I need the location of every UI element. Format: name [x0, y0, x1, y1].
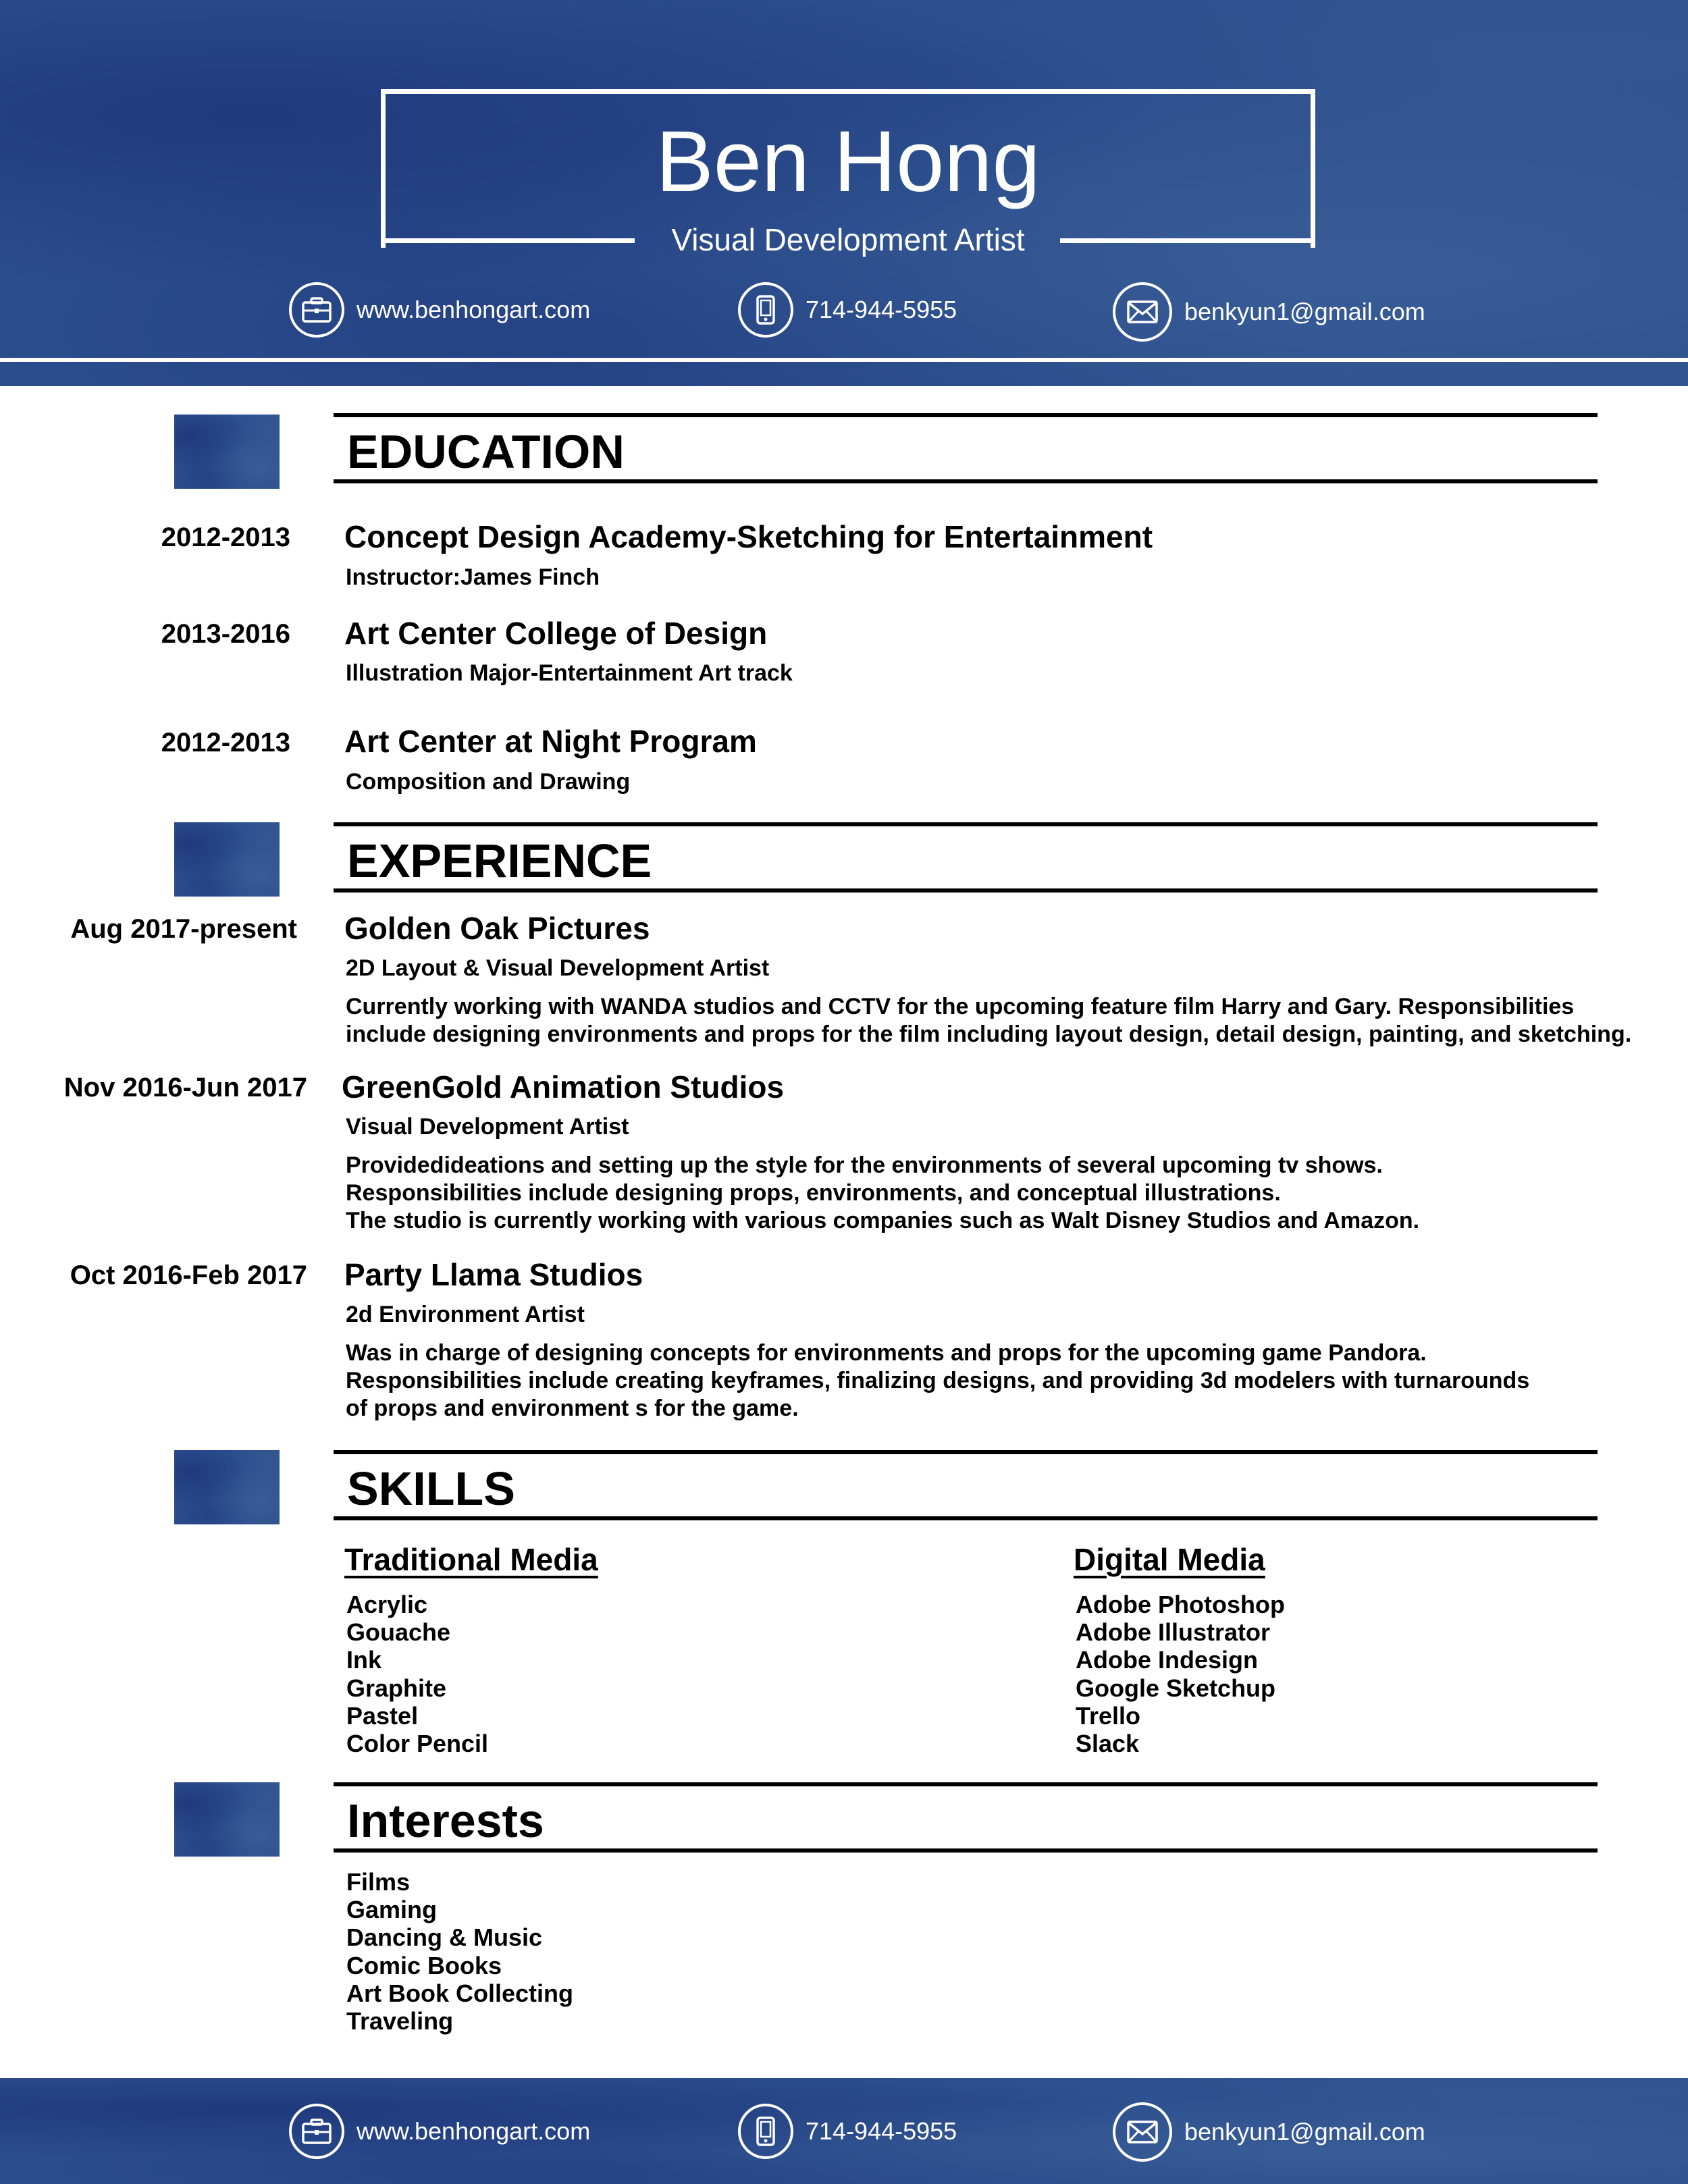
list-item: Slack	[1076, 1730, 1140, 1758]
experience-company: GreenGold Animation Studios	[342, 1069, 785, 1104]
traditional-media-heading: Traditional Media	[344, 1542, 598, 1577]
website-text[interactable]: www.benhongart.com	[357, 296, 591, 323]
description-line: Responsibilities include creating keyframes, finalizing designs, and providing 3d modelers with turnarounds	[346, 1368, 1530, 1393]
education-date: 2013-2016	[161, 619, 290, 649]
phone-text[interactable]: 714-944-5955	[806, 296, 957, 323]
list-item: Films	[346, 1868, 411, 1896]
experience-marker	[174, 822, 280, 897]
briefcase-icon	[289, 2104, 344, 2159]
list-item: Comic Books	[346, 1951, 502, 1979]
phone-contact[interactable]	[738, 2104, 957, 2159]
list-item: Adobe Indesign	[1076, 1646, 1258, 1674]
experience-date: Aug 2017-present	[70, 914, 297, 944]
list-item: Ink	[346, 1646, 382, 1674]
experience-description	[346, 1339, 1529, 1422]
description-line: The studio is currently working with various companies such as Walt Disney Studios and Amazon.	[346, 1208, 1420, 1233]
experience-date: Nov 2016-Jun 2017	[63, 1073, 307, 1102]
header-banner	[0, 0, 1688, 386]
experience-description	[346, 993, 1631, 1048]
interests-marker	[174, 1782, 280, 1857]
list-item: Traveling	[346, 2007, 454, 2035]
interests-heading	[334, 1782, 1598, 1853]
description-line: Responsibilities include designing props, environments, and conceptual illustrations.	[346, 1180, 1281, 1206]
list-item: Google Sketchup	[1076, 1674, 1276, 1702]
header-divider	[0, 358, 1688, 362]
education-marker	[174, 415, 280, 489]
email-contact[interactable]	[1113, 282, 1425, 342]
digital-media-list	[1076, 1591, 1285, 1757]
phone-icon	[738, 282, 793, 338]
education-detail: Instructor:James Finch	[346, 564, 600, 590]
website-contact[interactable]	[289, 2104, 590, 2159]
description-line: include designing environments and props for the film including layout design, detail design, painting, and sketching.	[346, 1021, 1632, 1047]
experience-company: Party Llama Studios	[344, 1257, 643, 1292]
experience-heading-text: EXPERIENCE	[347, 834, 652, 887]
education-detail: Illustration Major-Entertainment Art track	[346, 660, 793, 686]
applicant-title: Visual Development Artist	[671, 222, 1025, 257]
list-item: Trello	[1076, 1701, 1141, 1730]
email-contact[interactable]	[1113, 2102, 1425, 2162]
education-school: Art Center at Night Program	[344, 724, 757, 759]
list-item: Art Book Collecting	[346, 1979, 574, 2007]
experience-heading	[334, 822, 1598, 893]
mail-icon	[1113, 282, 1172, 342]
list-item: Graphite	[346, 1674, 447, 1702]
skills-heading	[334, 1450, 1598, 1520]
description-line: Was in charge of designing concepts for environments and props for the upcoming game Pandora.	[346, 1340, 1427, 1366]
interests-heading-text: Interests	[347, 1794, 544, 1847]
skills-marker	[174, 1450, 280, 1524]
phone-contact[interactable]	[738, 282, 957, 338]
applicant-name: Ben Hong	[656, 113, 1040, 210]
website-contact[interactable]	[289, 282, 590, 338]
list-item: Color Pencil	[346, 1730, 489, 1758]
digital-media-heading: Digital Media	[1074, 1542, 1265, 1577]
briefcase-icon	[289, 282, 344, 338]
experience-date: Oct 2016-Feb 2017	[70, 1260, 307, 1290]
experience-role: Visual Development Artist	[346, 1114, 629, 1140]
description-line: Currently working with WANDA studios and CCTV for the upcoming feature film Harry and Gary. Responsibilities	[346, 994, 1575, 1019]
education-heading-text: EDUCATION	[347, 425, 625, 478]
education-school: Art Center College of Design	[344, 616, 768, 651]
description-line: of props and environment s for the game.	[346, 1395, 799, 1421]
mail-icon	[1113, 2102, 1172, 2162]
experience-description	[346, 1152, 1419, 1235]
website-text[interactable]: www.benhongart.com	[357, 2117, 591, 2145]
list-item: Adobe Illustrator	[1076, 1618, 1271, 1647]
email-text[interactable]: benkyun1@gmail.com	[1184, 2118, 1425, 2146]
list-item: Gaming	[346, 1896, 438, 1924]
phone-text[interactable]: 714-944-5955	[806, 2117, 957, 2145]
footer-banner	[0, 2078, 1688, 2184]
education-date: 2012-2013	[161, 728, 290, 757]
experience-role: 2D Layout & Visual Development Artist	[346, 955, 770, 981]
list-item: Adobe Photoshop	[1076, 1591, 1285, 1618]
list-item: Pastel	[346, 1701, 419, 1730]
email-text[interactable]: benkyun1@gmail.com	[1184, 298, 1425, 325]
skills-heading-text: SKILLS	[347, 1462, 515, 1515]
list-item: Dancing & Music	[346, 1923, 543, 1952]
list-item: Gouache	[346, 1618, 451, 1647]
experience-role: 2d Environment Artist	[346, 1302, 585, 1327]
education-detail: Composition and Drawing	[346, 769, 631, 795]
education-heading	[334, 413, 1598, 483]
interests-list	[346, 1868, 573, 2035]
list-item: Acrylic	[346, 1591, 428, 1618]
description-line: Providedideations and setting up the style for the environments of several upcoming tv shows.	[346, 1152, 1383, 1178]
phone-icon	[738, 2104, 793, 2159]
education-school: Concept Design Academy-Sketching for Entertainment	[344, 519, 1153, 554]
education-date: 2012-2013	[161, 523, 290, 552]
traditional-media-list	[346, 1591, 488, 1757]
experience-company: Golden Oak Pictures	[344, 911, 650, 946]
